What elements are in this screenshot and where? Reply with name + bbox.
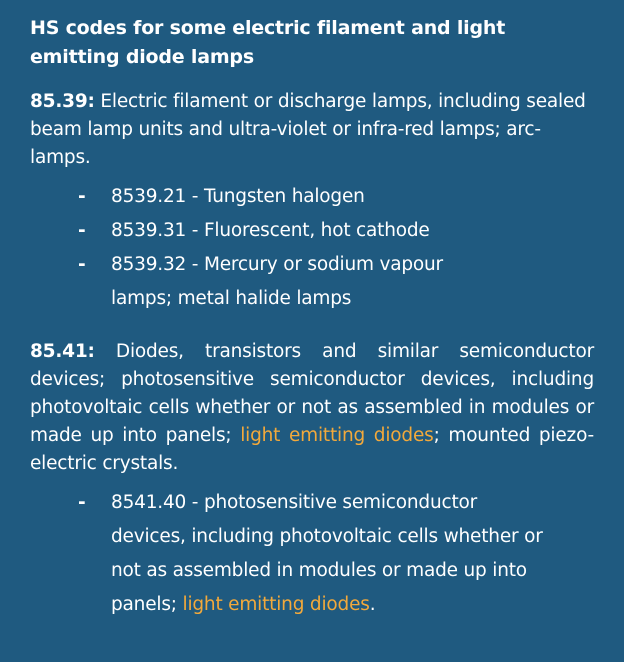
section-8539-description <box>30 88 594 172</box>
dash-bullet: - <box>78 492 86 513</box>
list-item-highlight: light emitting diodes <box>182 594 370 615</box>
section-8541-text-before: Diodes, transistors and similar semiconductor devices; photosensitive semiconductor devices, including photovoltaic cells whether or not as assembled in modules or made up into panels; <box>30 341 594 446</box>
dash-bullet: - <box>78 186 86 207</box>
section-8539 <box>30 88 594 316</box>
section-8539-text: Electric filament or discharge lamps, including sealed beam lamp units and ultra-violet or infra-red lamps; arc-lamps. <box>30 91 586 168</box>
list-item-text: 8539.32 - Mercury or sodium vapour lamps; metal halide lamps <box>111 254 443 309</box>
section-8539-code: 85.39: <box>30 91 95 112</box>
section-8539-list <box>30 180 594 316</box>
section-8541-code: 85.41: <box>30 341 95 362</box>
list-item <box>30 248 471 316</box>
section-8541-list <box>30 486 594 622</box>
list-item-text-before: 8541.40 - photosensitive semiconductor devices, including photovoltaic cells whether or not as assembled in modules or made up into panels; <box>111 492 543 615</box>
section-8541-description <box>30 338 594 478</box>
dash-bullet: - <box>78 220 86 241</box>
section-8541-highlight: light emitting diodes <box>240 425 434 446</box>
list-item-text: 8539.21 - Tungsten halogen <box>111 186 365 207</box>
list-item-text: 8539.31 - Fluorescent, hot cathode <box>111 220 430 241</box>
list-item-text-after: . <box>369 594 376 615</box>
list-item <box>30 214 511 248</box>
dash-bullet: - <box>78 254 86 275</box>
section-8541 <box>30 338 594 622</box>
section-8541-text-after: ; mounted piezo-electric crystals. <box>30 425 595 474</box>
list-item <box>30 486 551 622</box>
box-title: HS codes for some electric filament and light emitting diode lamps <box>30 17 506 68</box>
list-item <box>30 180 511 214</box>
